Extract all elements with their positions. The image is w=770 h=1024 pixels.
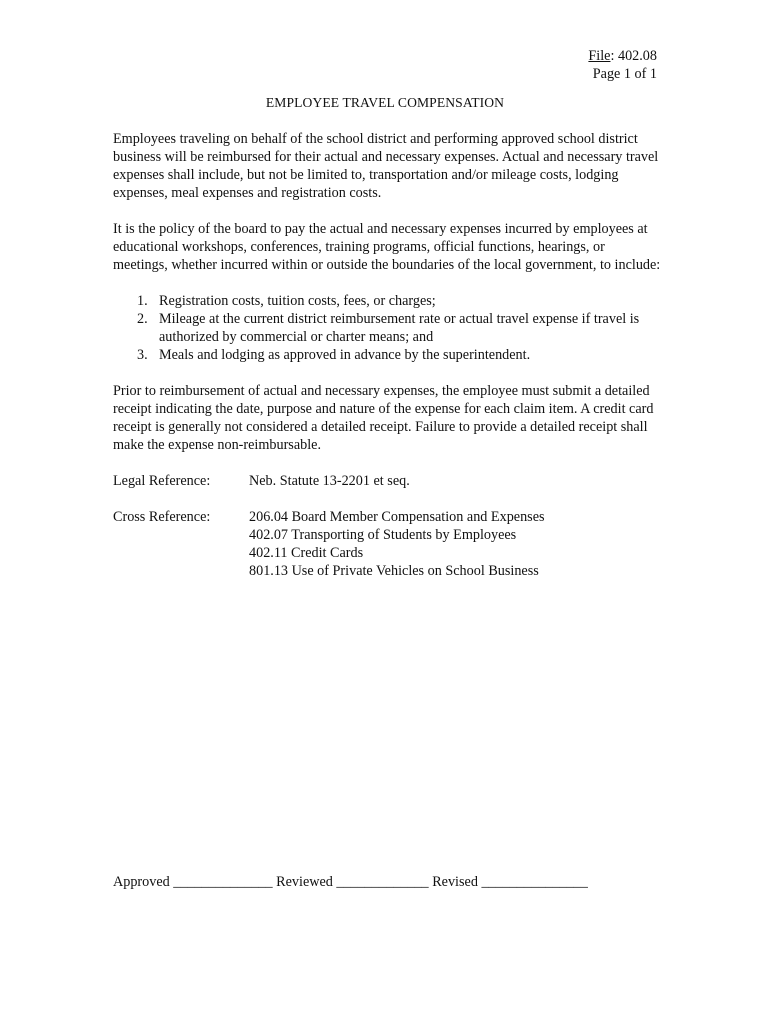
list-item-text: Meals and lodging as approved in advance by the superintendent. [159,347,531,363]
file-label: File [588,48,611,64]
legal-reference-label: Legal Reference: [113,473,211,489]
cross-reference-item: 801.13 Use of Private Vehicles on School Business [249,563,539,579]
list-item-number: 1. [137,293,148,309]
file-number [588,47,657,65]
cross-reference-item: 402.11 Credit Cards [249,545,364,561]
list-item-number: 3. [137,347,148,363]
cross-reference-item: 206.04 Board Member Compensation and Expenses [249,509,545,525]
list-item [113,292,661,310]
document-body [113,130,661,598]
list-item-text: Mileage at the current district reimbursement rate or actual travel expense if travel is authorized by commercial or charter means; and [159,311,640,345]
revised-field: Revised _______________ [432,874,588,890]
legal-reference-value: Neb. Statute 13-2201 et seq. [249,473,410,489]
list-item-number: 2. [137,311,148,327]
list-item-text: Registration costs, tuition costs, fees, or charges; [159,293,436,309]
legal-reference [113,472,661,490]
list-item [113,346,661,364]
page-title: EMPLOYEE TRAVEL COMPENSATION [265,95,505,110]
paragraph-intro: Employees traveling on behalf of the school district and performing approved school district business will be reimbursed for their actual and necessary expenses. Actual and necessary travel expenses shall include, but not be limited to, transportation and/or mileage costs, lodging expenses, meal expenses and registration costs. [113,131,659,201]
approval-footer [113,873,588,891]
cross-reference-list [249,508,661,580]
cross-reference-item: 402.07 Transporting of Students by Employees [249,527,517,543]
file-header [588,47,657,83]
cross-reference-label: Cross Reference: [113,509,211,525]
cross-reference [113,508,661,580]
approved-field: Approved ______________ [113,874,273,890]
page-number: Page 1 of 1 [592,66,657,82]
list-item [113,310,661,346]
file-value: : 402.08 [610,48,657,64]
paragraph-policy: It is the policy of the board to pay the actual and necessary expenses incurred by employees at educational workshops, conferences, training programs, official functions, hearings, or meetings, whether incurred within or outside the boundaries of the local government, to include: [113,221,661,273]
paragraph-receipts: Prior to reimbursement of actual and necessary expenses, the employee must submit a detailed receipt indicating the date, purpose and nature of the expense for each claim item. A credit card receipt is generally not considered a detailed receipt. Failure to provide a detailed receipt shall make the expense non-reimbursable. [113,383,654,453]
reviewed-field: Reviewed _____________ [276,874,429,890]
expense-list [113,292,661,364]
